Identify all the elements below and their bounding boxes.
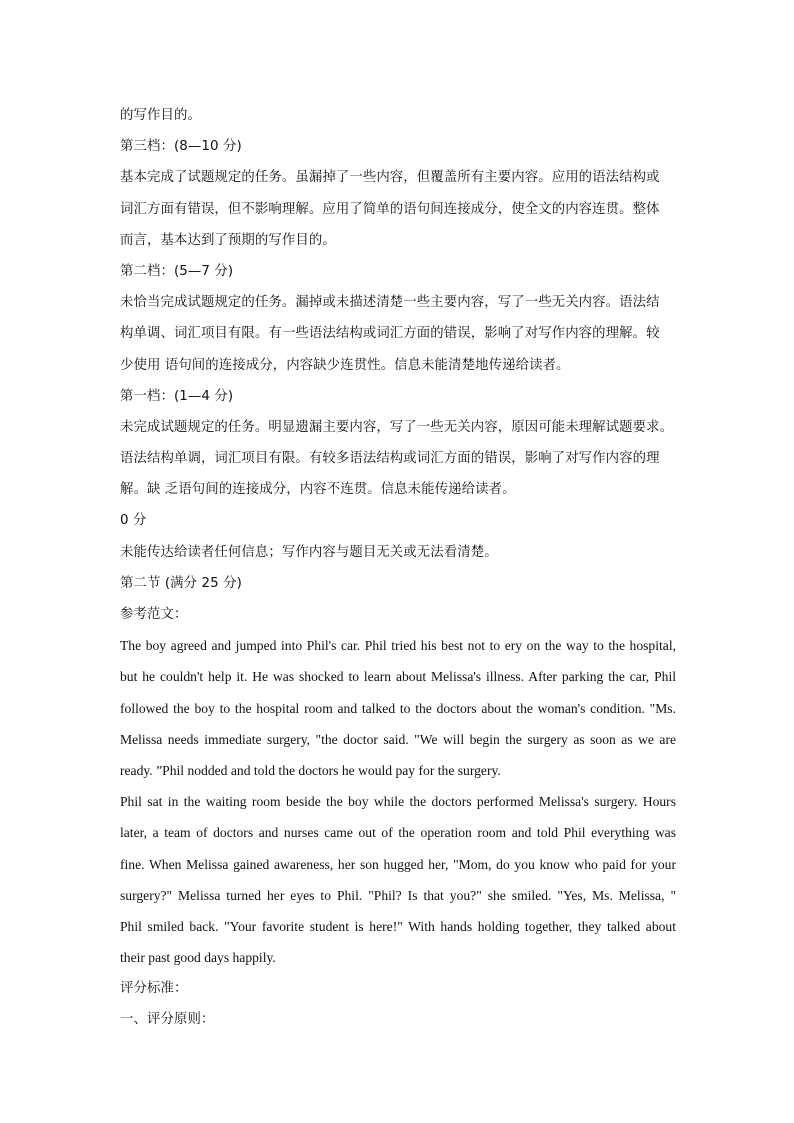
text-line: 未完成试题规定的任务。明显遗漏主要内容，写了一些无关内容，原因可能未理解试题要求。 <box>120 419 674 435</box>
text-line: 的写作目的。 <box>120 108 201 123</box>
text-line: 词汇方面有错误，但不影响理解。应用了简单的语句间连接成分，使全文的内容连贯。整体 <box>120 201 660 217</box>
text-line: fine. When Melissa gained awareness, her son hugged her, "Mom, do you know who paid for your <box>120 856 676 872</box>
text-line: later, a team of doctors and nurses came out of the operation room and told Phil everything was <box>120 825 676 841</box>
text-line: Phil sat in the waiting room beside the boy while the doctors performed Melissa's surgery. Hours <box>120 794 676 810</box>
document-body <box>120 100 676 1036</box>
text-line: 解。缺 乏语句间的连接成分，内容不连贯。信息未能传递给读者。 <box>120 482 516 498</box>
text-line: 0 分 <box>120 513 147 529</box>
text-line: 评分标准： <box>120 981 188 997</box>
text-line: 第一档：(1—4 分) <box>120 388 234 404</box>
text-line: but he couldn't help it. He was shocked to learn about Melissa's illness. After parking the car, Phil <box>120 669 676 685</box>
text-line: 基本完成了试题规定的任务。虽漏掉了一些内容，但覆盖所有主要内容。应用的语法结构或 <box>120 170 660 186</box>
text-line: followed the boy to the hospital room and talked to the doctors about the woman's condition. "Ms. <box>120 700 676 716</box>
text-line: 参考范文： <box>120 607 188 622</box>
text-line: surgery?" Melissa turned her eyes to Phil. "Phil? Is that you?" she smiled. "Yes, Ms. Melissa, " <box>120 887 676 903</box>
text-line: 语法结构单调，词汇项目有限。有较多语法结构或词汇方面的错误，影响了对写作内容的理 <box>120 451 660 467</box>
text-line: their past good days happily. <box>120 950 276 966</box>
text-line: 少使用 语句间的连接成分，内容缺少连贯性。信息未能清楚地传递给读者。 <box>120 357 570 373</box>
text-line: Phil smiled back. "Your favorite student is here!" With hands holding together, they talked about <box>120 918 676 934</box>
text-line: 而言，基本达到了预期的写作目的。 <box>120 232 336 248</box>
text-line: 第三档：(8—10 分) <box>120 139 242 155</box>
text-line: 未恰当完成试题规定的任务。漏掉或未描述清楚一些主要内容，写了一些无关内容。语法结 <box>120 295 660 311</box>
text-line: The boy agreed and jumped into Phil's car. Phil tried his best not to ery on the way to the hospital, <box>120 638 676 654</box>
text-line: 第二档：(5—7 分) <box>120 263 234 279</box>
text-line: 一、评分原则： <box>120 1012 215 1028</box>
text-line: ready. ”Phil nodded and told the doctors he would pay for the surgery. <box>120 762 501 778</box>
text-line: 构单调、词汇项目有限。有一些语法结构或词汇方面的错误，影响了对写作内容的理解。较 <box>120 326 660 342</box>
text-line: Melissa needs immediate surgery, "the doctor said. "We will begin the surgery as soon as we are <box>120 731 676 747</box>
text-line: 第二节 (满分 25 分) <box>120 575 242 591</box>
text-line: 未能传达给读者任何信息；写作内容与题目无关或无法看清楚。 <box>120 544 498 560</box>
